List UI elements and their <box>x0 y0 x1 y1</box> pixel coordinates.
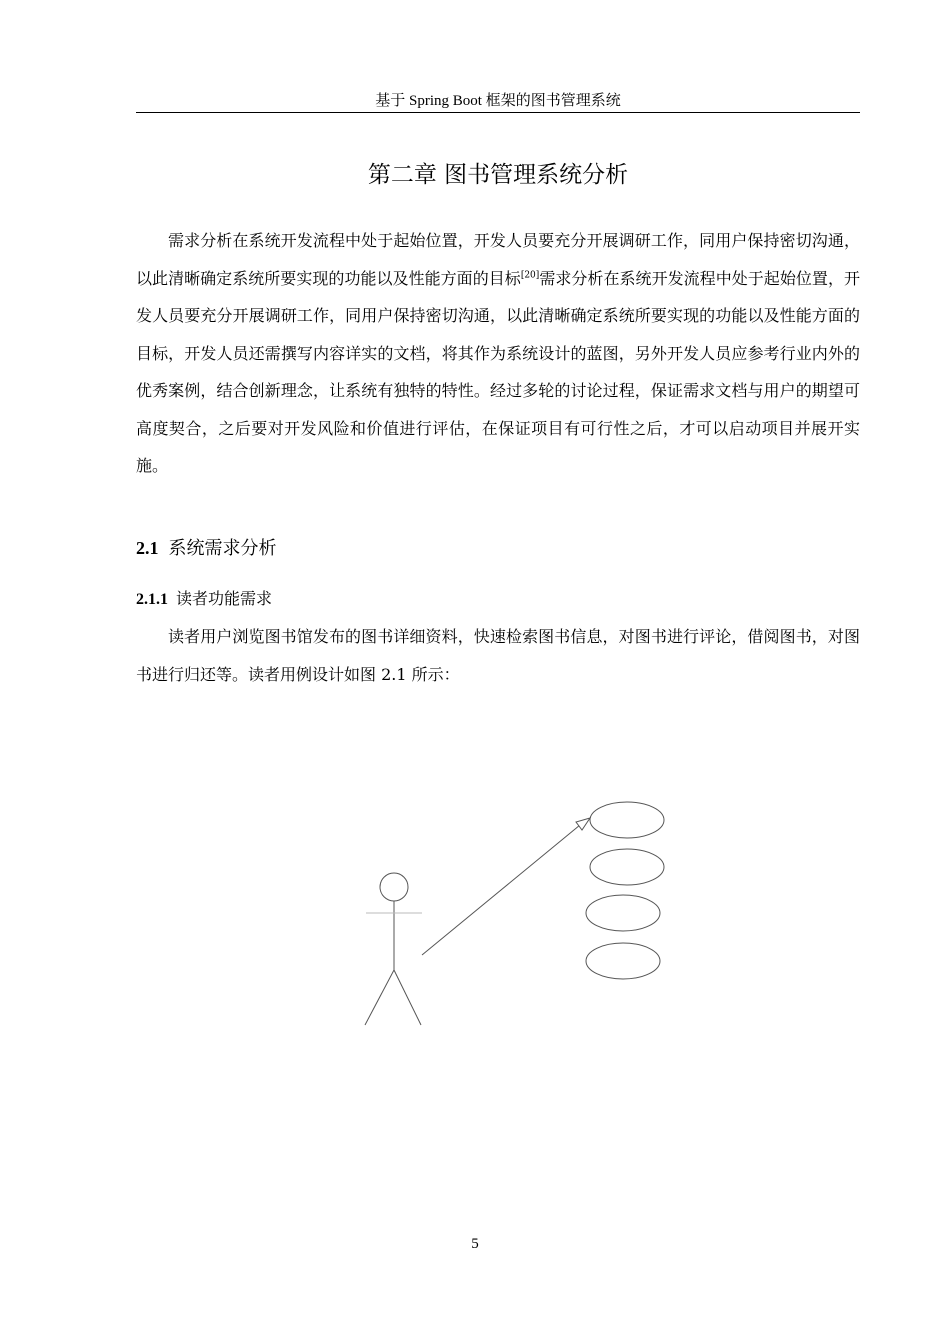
chapter-title: 第二章 图书管理系统分析 <box>367 162 629 188</box>
citation-ref: [20] <box>520 270 540 281</box>
page-header: 基于 Spring Boot 框架的图书管理系统 <box>375 93 621 109</box>
intro-paragraph <box>136 222 860 485</box>
section-number: 2.1 <box>136 538 159 558</box>
association-arrow <box>422 818 590 955</box>
subsection-number: 2.1.1 <box>136 591 168 608</box>
use-case-ellipse <box>586 895 660 931</box>
header-divider <box>136 112 860 113</box>
page-number: 5 <box>471 1236 479 1252</box>
actor-left-leg <box>365 970 394 1025</box>
actor-figure <box>365 873 422 1025</box>
use-case-group <box>586 802 664 979</box>
actor-head <box>380 873 408 901</box>
intro-text-part2: 需求分析在系统开发流程中处于起始位置，开发人员要充分开展调研工作，同用户保持密切沟通，以此清晰确定系统所要实现的功能以及性能方面的目标，开发人员还需撰写内容详实的文档，将其作为系统设计的蓝图，另外开发人员应参考行业内外的优秀案例，结合创新理念，让系统有独特的特性。经过多轮的讨论过程，保证需求文档与用户的期望可高度契合，之后要对开发风险和价值进行评估，在保证项目有可行性之后，才可以启动项目并展开实施。 <box>136 268 860 475</box>
subsection-title: 读者功能需求 <box>176 589 273 608</box>
reader-use-case-diagram <box>330 780 690 1040</box>
section-title: 系统需求分析 <box>168 538 277 559</box>
intro-text-part1: 需求分析在系统开发流程中处于起始位置，开发人员要充分开展调研工作，同用户保持密切沟通，以此清晰确定系统所要实现的功能以及性能方面的目标 <box>136 231 860 288</box>
actor-right-leg <box>394 970 421 1025</box>
use-case-ellipse <box>586 943 660 979</box>
subsection-heading <box>136 586 272 613</box>
reader-paragraph: 读者用户浏览图书馆发布的图书详细资料，快速检索图书信息，对图书进行评论，借阅图书，对图书进行归还等。读者用例设计如图 2.1 所示： <box>136 627 860 684</box>
use-case-ellipse <box>590 802 664 838</box>
use-case-ellipse <box>590 849 664 885</box>
section-heading <box>136 533 277 564</box>
